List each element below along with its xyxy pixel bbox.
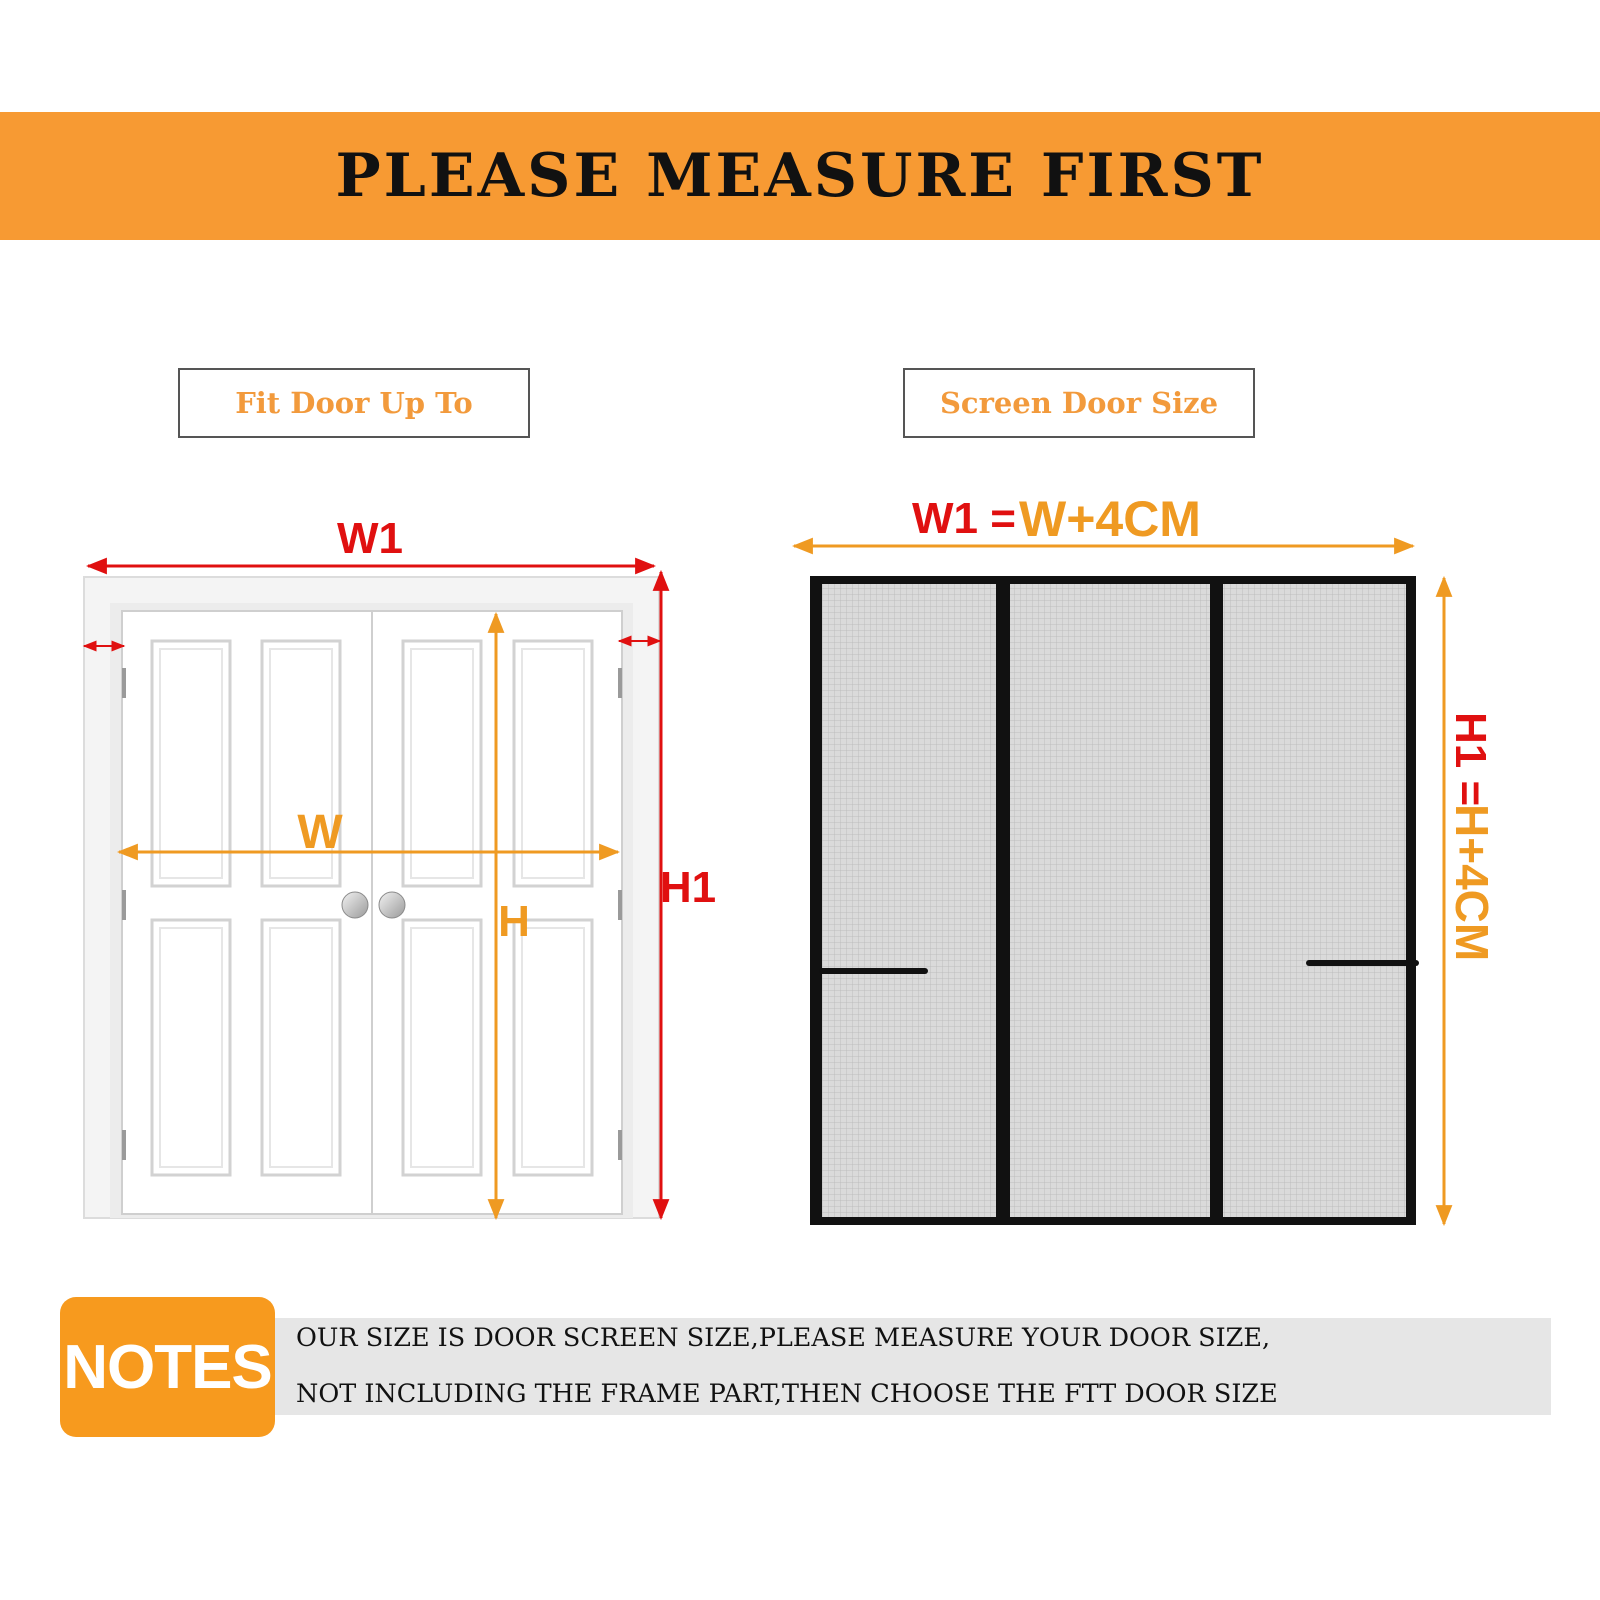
screen-door-label: Screen Door Size [939,386,1219,420]
note-line-1: OUR SIZE IS DOOR SCREEN SIZE,PLEASE MEASURE YOUR DOOR SIZE, [296,1323,1271,1353]
door-knob-left [342,892,368,918]
screen-door-illustration [810,576,1416,1225]
mesh-panel-right [1223,584,1406,1217]
notes-badge-label: NOTES [63,1332,272,1402]
screen-height-formula-rhs: H+4CM [1446,804,1498,962]
mesh-panel-center [1010,584,1210,1217]
screen-width-formula-rhs: W+4CM [1019,491,1201,547]
h-label: H [498,897,530,946]
mesh-panel-left [822,584,996,1217]
notes-badge [60,1297,275,1437]
w1-label: W1 [337,514,403,563]
page-title: PLEASE MEASURE FIRST [335,141,1265,211]
note-line-2: NOT INCLUDING THE FRAME PART,THEN CHOOSE THE FTT DOOR SIZE [296,1379,1278,1409]
screen-width-formula-lhs: W1 = [912,494,1016,543]
double-door-illustration [84,577,659,1218]
w-label: W [297,806,343,859]
door-knob-right [379,892,405,918]
fit-door-label: Fit Door Up To [235,386,473,420]
screen-height-formula-lhs: H1 = [1446,712,1495,807]
h1-label: H1 [659,863,717,912]
